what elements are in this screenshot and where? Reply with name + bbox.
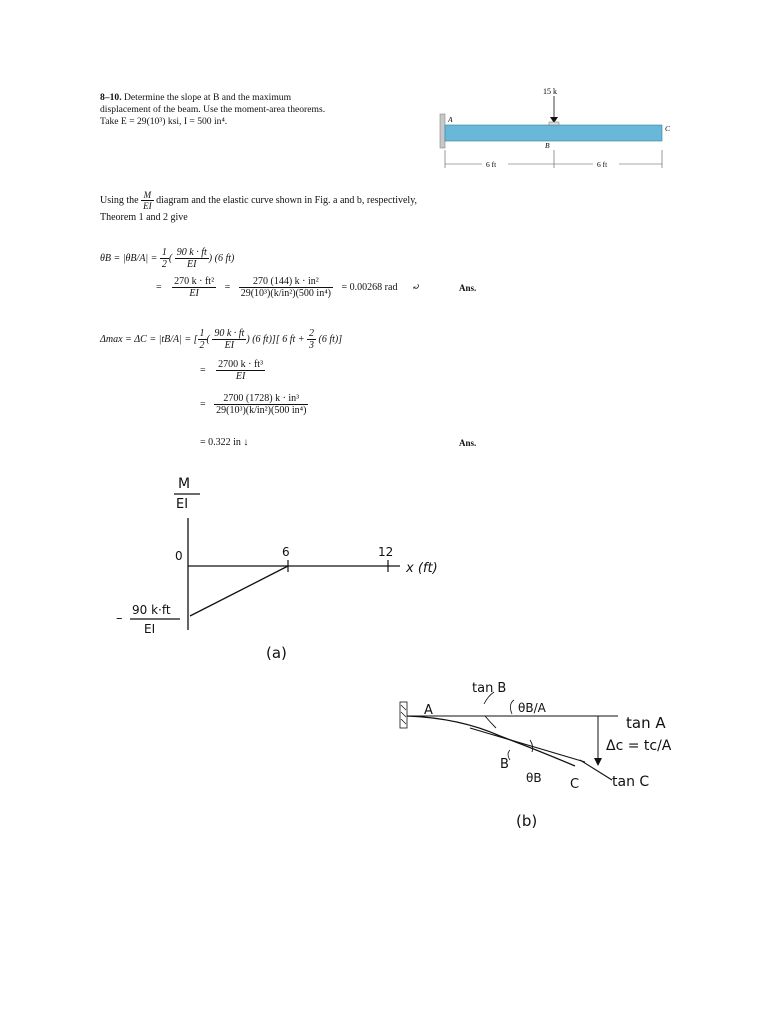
eq2-result: = 0.322 in ↓ [200,437,249,448]
fixed-support [440,114,445,148]
fig-b-elastic-curve [407,716,575,766]
fig-b-tangent-c [580,760,612,780]
figure-a [110,470,490,670]
fig-b-tan-a: tan A [626,714,666,732]
intro-line-2: Theorem 1 and 2 give [100,212,188,223]
beam-label-c: C [665,124,671,133]
fig-a-caption: (a) [266,644,287,662]
eq2-lhs: Δmax = ΔC = |tB/A| = [100,333,192,345]
fig-b-theta-ba-arc [485,716,496,728]
eq1-line2 [156,276,420,299]
eq1-r1: $\frac{\text{270 k · ft²}}{EI}$ [174,276,215,299]
problem-statement [100,92,390,128]
intro-text [100,190,520,223]
fig-b-delta: Δc = tc/A [606,738,672,754]
load-plate [549,122,559,125]
fig-a-y-num: M [178,476,191,492]
eq2-line3 [200,393,308,416]
eq1-equals: = [156,281,162,293]
fig-a-tick-12: 12 [378,545,394,559]
eq1-equals-2: = [224,281,231,293]
figure-b [390,676,690,836]
eq1-half: $\frac{1}{2}$ [161,247,167,270]
eq2-two-thirds: $\frac{2}{3}$ [309,328,315,351]
eq2-moment: $\frac{90 k \cdot ft}{EI}$ [214,328,245,351]
fig-b-label-b: B [500,757,509,772]
fig-a-origin: 0 [175,549,183,563]
fig-b-label-c: C [570,777,580,792]
eq1-lhs: θB = |θB/A| = [100,252,158,264]
beam-figure [430,84,680,184]
fig-b-label-a: A [424,703,433,718]
dim-right: 6 ft [597,160,608,169]
eq2-line1: Δmax = ΔC = |tB/A| = [ $\frac{1}{2}$ ( $\frac{90 k \cdot ft}{EI}$ ) (6 ft)][ 6 ft + $\frac{2}{3}$ (6 ft)] [100,328,343,351]
problem-line-2: displacement of the beam. Use the moment-area theorems. [100,104,326,115]
intro-m-over-ei: $\frac{M}{EI}$ [143,190,152,211]
fig-b-theta-b: θB [526,771,542,785]
beam-body [445,125,662,141]
eq2-length: (6 ft) [252,333,272,345]
eq1-result: = 0.00268 rad [341,281,398,293]
eq2-ans: Ans. [459,438,477,448]
intro-using: Using the [100,194,139,206]
fig-b-caption: (b) [516,812,538,830]
eq2-arm2: (6 ft) [318,333,339,345]
intro-rest: diagram and the elastic curve shown in Fig. a and b, respectively, [156,194,418,206]
fig-b-wall [400,702,407,728]
fig-a-val-den: EI [144,622,156,636]
load-label: 15 k [543,87,557,96]
fig-b-tan-c: tan C [612,774,650,790]
eq2-equals: = [200,364,206,376]
eq2-r1: $\frac{\text{2700 k · ft³}}{EI}$ [218,359,264,382]
fig-a-val-num: 90 k·ft [132,603,171,617]
eq1-ans: Ans. [459,283,477,293]
eq1-rotation-icon: ⤾ [411,281,421,293]
problem-number: 8–10. [100,92,122,103]
eq1-moment: $\frac{90 k \cdot ft}{EI}$ [176,247,207,270]
eq2-half: $\frac{1}{2}$ [199,328,205,351]
beam-label-b: B [545,141,550,150]
fig-a-y-den: EI [176,497,189,512]
fig-b-tangent-b [470,728,585,762]
eq1-r2: $\frac{\text{270 (144) k · in²}}{\text{29(10³)(k/in²)(500 in⁴)}}$ [240,276,332,299]
fig-a-moment-line [190,566,288,616]
problem-line-1: Determine the slope at B and the maximum [124,92,292,103]
eq2-equals-2: = [200,398,206,410]
eq1-length: (6 ft) [214,252,235,264]
fig-a-tick-6: 6 [282,545,290,559]
fig-a-minus: – [116,611,123,626]
eq2-arm: 6 ft + [282,333,305,345]
fig-b-tan-b: tan B [472,681,507,696]
beam-label-a: A [448,115,453,124]
dim-left: 6 ft [486,160,497,169]
problem-line-3: Take E = 29(10³) ksi, I = 500 in⁴. [100,116,228,127]
fig-b-theta-ba: θB/A [518,701,546,715]
fig-b-delta-arrowhead [594,758,602,766]
fig-b-theta-ba-leader [510,700,514,714]
eq2-line2 [200,359,265,382]
eq1-line1: θB = |θB/A| = $\frac{1}{2}$ ( $\frac{90 k \cdot ft}{EI}$ ) (6 ft) [100,247,235,270]
fig-a-xlabel: x (ft) [406,561,438,576]
eq2-r2: $\frac{\text{2700 (1728) k · in³}}{\text{29(10³)(k/in²)(500 in⁴)}}$ [216,393,307,416]
